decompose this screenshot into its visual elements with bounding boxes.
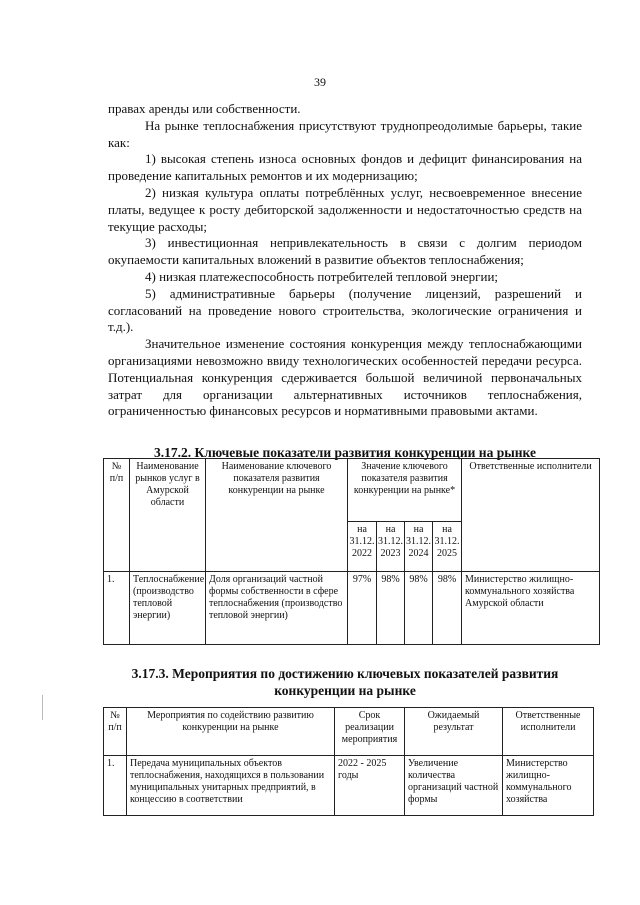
header-measures: Мероприятия по содействию развитию конкуренции на рынке (127, 708, 335, 756)
row-num: 1. (104, 756, 127, 816)
body-text (108, 101, 582, 420)
paragraph: 5) административные барьеры (получение лицензий, разрешений и согласований на проведение нового строительства, экологические ограничения и т.д.). (108, 285, 582, 335)
header-term: Срок реализации мероприятия (335, 708, 405, 756)
header-year: на 31.12. 2022 (348, 522, 377, 572)
paragraph: 3) инвестиционная непривлекательность в связи с долгим периодом окупаемости капитальных вложений в развитие объектов теплоснабжения; (108, 235, 582, 268)
row-value: 97% (348, 572, 377, 645)
header-num: № п/п (104, 708, 127, 756)
row-num: 1. (104, 572, 130, 645)
header-responsible: Ответственные исполнители (462, 459, 600, 572)
paragraph: Значительное изменение состояния конкуренция между теплоснабжающими организациями невозможно ввиду технологических особенностей передачи ресурса. Потенциальная конкуренция сдерживается большой величиной первоначальных затрат для организации альтернативных источников теплоснабжения, ограниченностью финансовых ресурсов и нормативными правовыми актами. (108, 336, 582, 419)
paragraph: 4) низкая платежеспособность потребителей тепловой энергии; (145, 268, 499, 284)
margin-mark (42, 695, 43, 720)
header-indicator-name: Наименование ключевого показателя развития конкуренции на рынке (206, 459, 348, 572)
row-value: 98% (405, 572, 433, 645)
row-service: Теплоснабжение (производство тепловой энергии) (130, 572, 206, 645)
header-responsible: Ответственные исполнители (503, 708, 594, 756)
row-term: 2022 - 2025 годы (335, 756, 405, 816)
section-heading-key-indicators: 3.17.2. Ключевые показатели развития конкуренции на рынке (154, 445, 536, 460)
row-value: 98% (377, 572, 405, 645)
table-row (104, 572, 600, 645)
measures-table (103, 707, 594, 816)
paragraph: 2) низкая культура оплаты потреблённых услуг, несвоевременное внесение платы, ведущее к росту дебиторской задолженности и недостаточностью средств на текущие расходы; (108, 184, 582, 234)
paragraph: 1) высокая степень износа основных фондов и дефицит финансирования на проведение капитальных ремонтов и их модернизацию; (108, 151, 582, 184)
row-result: Увеличение количества организаций частной формы (405, 756, 503, 816)
header-indicator-value: Значение ключевого показателя развития конкуренции на рынке* (348, 459, 462, 522)
header-year: на 31.12. 2024 (405, 522, 433, 572)
row-indicator: Доля организаций частной формы собственности в сфере теплоснабжения (производство тепловой энергии) (206, 572, 348, 645)
header-year: на 31.12. 2025 (433, 522, 462, 572)
row-measure: Передача муниципальных объектов теплоснабжения, находящихся в пользовании муниципальных унитарных предприятий, в концессию в соответствии (127, 756, 335, 816)
row-responsible: Министерство жилищно-коммунального хозяйства Амурской области (462, 572, 600, 645)
page-number: 39 (314, 75, 326, 89)
key-indicators-table (103, 458, 600, 645)
header-num: № п/п (104, 459, 130, 572)
row-value: 98% (433, 572, 462, 645)
table-row (104, 756, 594, 816)
header-service-market: Наименование рынков услуг в Амурской области (130, 459, 206, 572)
header-result: Ожидаемый результат (405, 708, 503, 756)
header-year: на 31.12. 2023 (377, 522, 405, 572)
paragraph: правах аренды или собственности. (108, 101, 301, 116)
section-heading-measures: 3.17.3. Мероприятия по достижению ключевых показателей развития конкуренции на рынке (131, 666, 559, 698)
paragraph: На рынке теплоснабжения присутствуют труднопреодолимые барьеры, такие как: (108, 117, 582, 150)
row-responsible: Министерство жилищно-коммунального хозяйства (503, 756, 594, 816)
